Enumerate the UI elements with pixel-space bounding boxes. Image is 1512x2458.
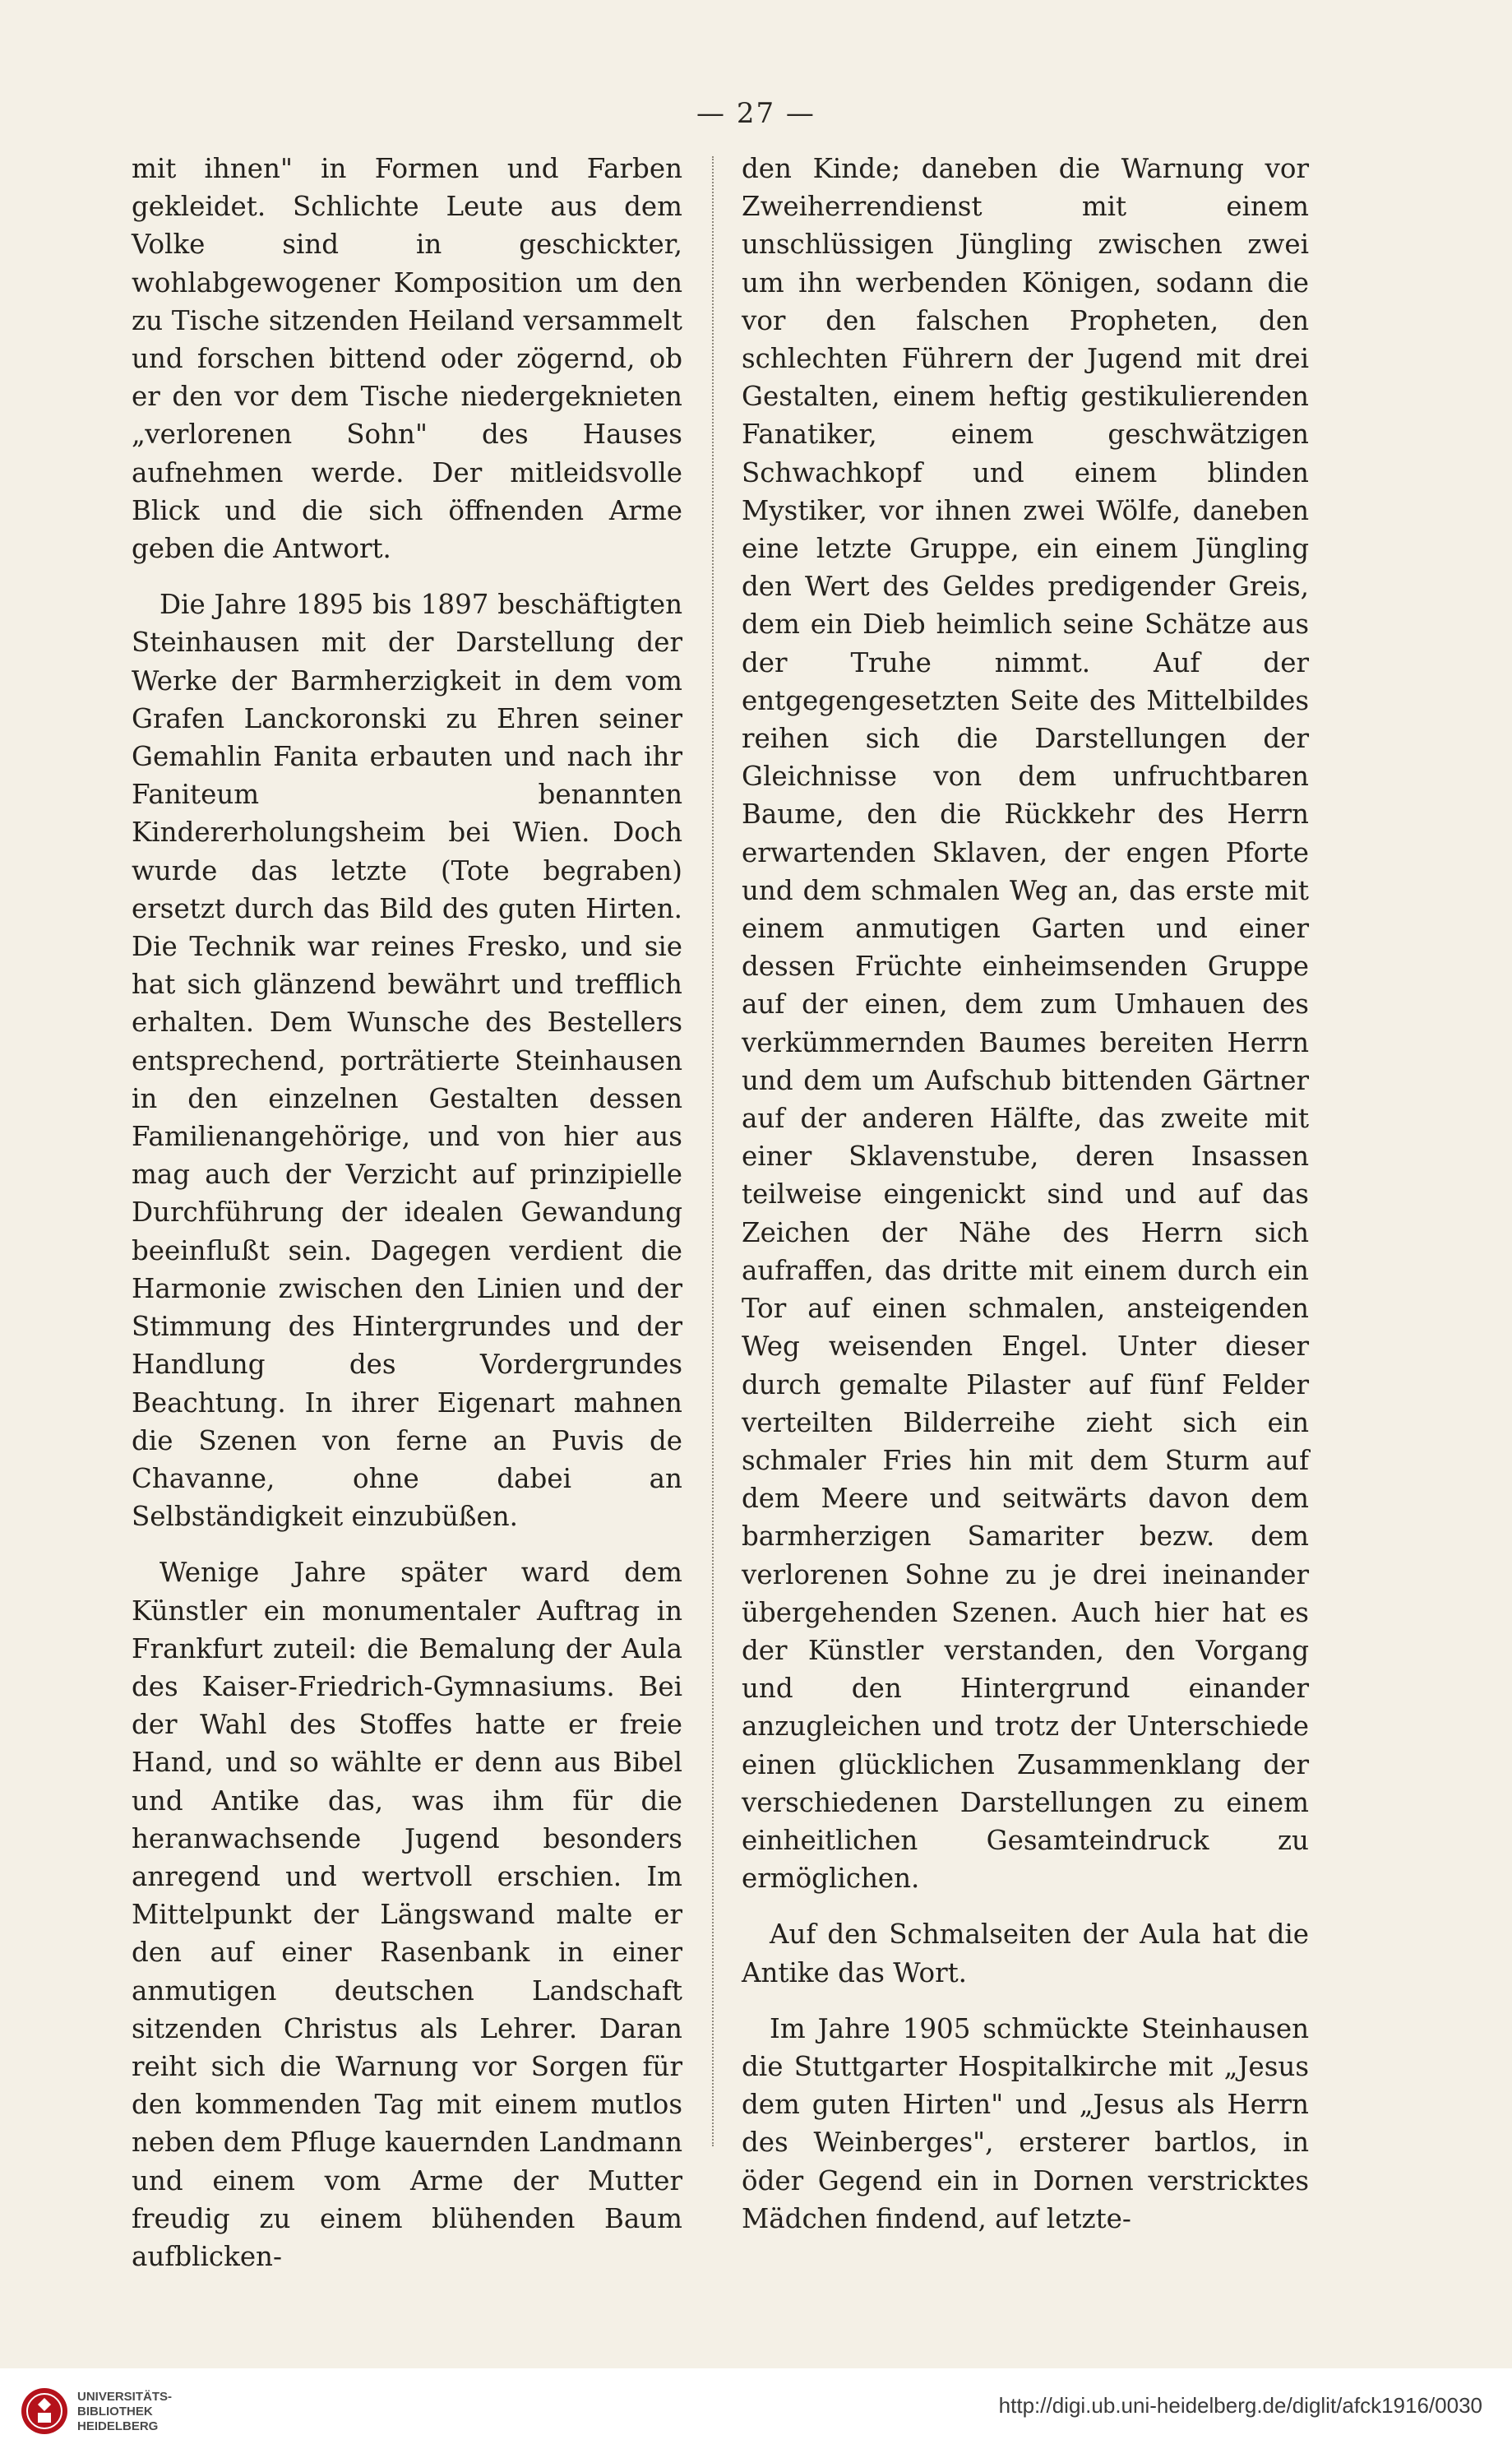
logo-line-1: UNIVERSITÄTS- bbox=[77, 2390, 173, 2404]
column-divider bbox=[712, 156, 714, 2146]
source-url[interactable]: http://digi.ub.uni-heidelberg.de/diglit/afck1916/0030 bbox=[998, 2393, 1482, 2418]
left-column bbox=[132, 150, 682, 2294]
university-seal-icon bbox=[20, 2386, 69, 2436]
left-paragraph-2: Die Jahre 1895 bis 1897 beschäftigten Steinhausen mit der Darstellung der Werke der Barmherzigkeit in dem vom Grafen Lanckoronski zu Ehren seiner Gemahlin Fanita erbauten und nach ihr Faniteum benannten Kindererholungsheim bei Wien. Doch wurde das letzte (Tote begraben) ersetzt durch das Bild des guten Hirten. Die Technik war reines Fresko, und sie hat sich glänzend bewährt und trefflich erhalten. Dem Wunsche des Bestellers entsprechend, porträtierte Steinhausen in den einzelnen Gestalten dessen Familienangehörige, und von hier aus mag auch der Verzicht auf prinzipielle Durchführung der idealen Gewandung beeinflußt sein. Dagegen verdient die Harmonie zwischen den Linien und der Stimmung des Hintergrundes und der Handlung des Vordergrundes Beachtung. In ihrer Eigenart mahnen die Szenen von ferne an Puvis de Chavanne, ohne dabei an Selbständigkeit einzubüßen. bbox=[132, 589, 682, 1533]
left-paragraph-3: Wenige Jahre später ward dem Künstler ein monumentaler Auftrag in Frankfurt zuteil: die Bemalung der Aula des Kaiser-Friedrich-Gymnasiums. Bei der Wahl des Stoffes hatte er freie Hand, und so wählte er denn aus Bibel und Antike das, was ihm für die heranwachsende Jugend besonders anregend und wertvoll erschien. Im Mittelpunkt der Längswand malte er den auf einer Rasenbank in einer anmutigen deutschen Landschaft sitzenden Christus als Lehrer. Daran reiht sich die Warnung vor Sorgen für den kommenden Tag mit einem mutlos neben dem Pfluge kauernden Landmann und einem vom Arme der Mutter freudig zu einem blühenden Baum aufblicken- bbox=[132, 1557, 682, 2272]
right-paragraph-1: den Kinde; daneben die Warnung vor Zweiherrendienst mit einem unschlüssigen Jüngling zwischen zwei um ihn werbenden Königen, sodann die vor den falschen Propheten, den schlechten Führern der Jugend mit drei Gestalten, einem heftig gestikulierenden Fanatiker, einem geschwätzigen Schwachkopf und einem blinden Mystiker, vor ihnen zwei Wölfe, daneben eine letzte Gruppe, ein einem Jüngling den Wert des Geldes predigender Greis, dem ein Dieb heimlich seine Schätze aus der Truhe nimmt. Auf der entgegengesetzten Seite des Mittelbildes reihen sich die Darstellungen der Gleichnisse von dem unfruchtbaren Baume, den die Rückkehr des Herrn erwartenden Sklaven, der engen Pforte und dem schmalen Weg an, das erste mit einem anmutigen Garten und einer dessen Früchte einheimsenden Gruppe auf der einen, dem zum Umhauen des verkümmernden Baumes bereiten Herrn und dem um Aufschub bittenden Gärtner auf der anderen Hälfte, das zweite mit einer Sklavenstube, deren Insassen teilweise eingenickt sind und auf das Zeichen der Nähe des Herrn sich aufraffen, das dritte mit einem durch ein Tor auf einen schmalen, ansteigenden Weg weisenden Engel. Unter dieser durch gemalte Pilaster auf fünf Felder verteilten Bilderreihe zieht sich ein schmaler Fries hin mit dem Sturm auf dem Meere und seitwärts davon dem barmherzigen Samariter bezw. dem verlorenen Sohne zu je drei ineinander übergehenden Szenen. Auch hier hat es der Künstler verstanden, den Vorgang und den Hintergrund einander anzugleichen und trotz der Unterschiede einen glücklichen Zusammenklang der verschiedenen Darstellungen zu einem einheitlichen Gesamteindruck zu ermöglichen. bbox=[742, 153, 1309, 1895]
right-column bbox=[742, 150, 1309, 2256]
logo-line-3: HEIDELBERG bbox=[77, 2419, 159, 2433]
right-paragraph-3: Im Jahre 1905 schmückte Steinhausen die Stuttgarter Hospitalkirche mit „Jesus dem guten Hirten" und „Jesus als Herrn des Weinberges", ersterer bartlos, in öder Gegend ein in Dornen verstricktes Mädchen findend, auf letzte- bbox=[742, 2012, 1309, 2234]
left-paragraph-1: mit ihnen" in Formen und Farben gekleidet. Schlichte Leute aus dem Volke sind in geschickter, wohlabgewogener Komposition um den zu Tische sitzenden Heiland versammelt und forschen bittend oder zögernd, ob er den vor dem Tische niedergeknieten „verlorenen Sohn" des Hauses aufnehmen werde. Der mitleidsvolle Blick und die sich öffnenden Arme geben die Antwort. bbox=[132, 153, 682, 565]
page-number: — 27 — bbox=[696, 97, 816, 130]
library-logo-text bbox=[77, 2390, 172, 2434]
logo-line-2: BIBLIOTHEK bbox=[77, 2405, 153, 2419]
footer-bar bbox=[0, 2368, 1512, 2458]
right-paragraph-2: Auf den Schmalseiten der Aula hat die Antike das Wort. bbox=[742, 1919, 1309, 1988]
